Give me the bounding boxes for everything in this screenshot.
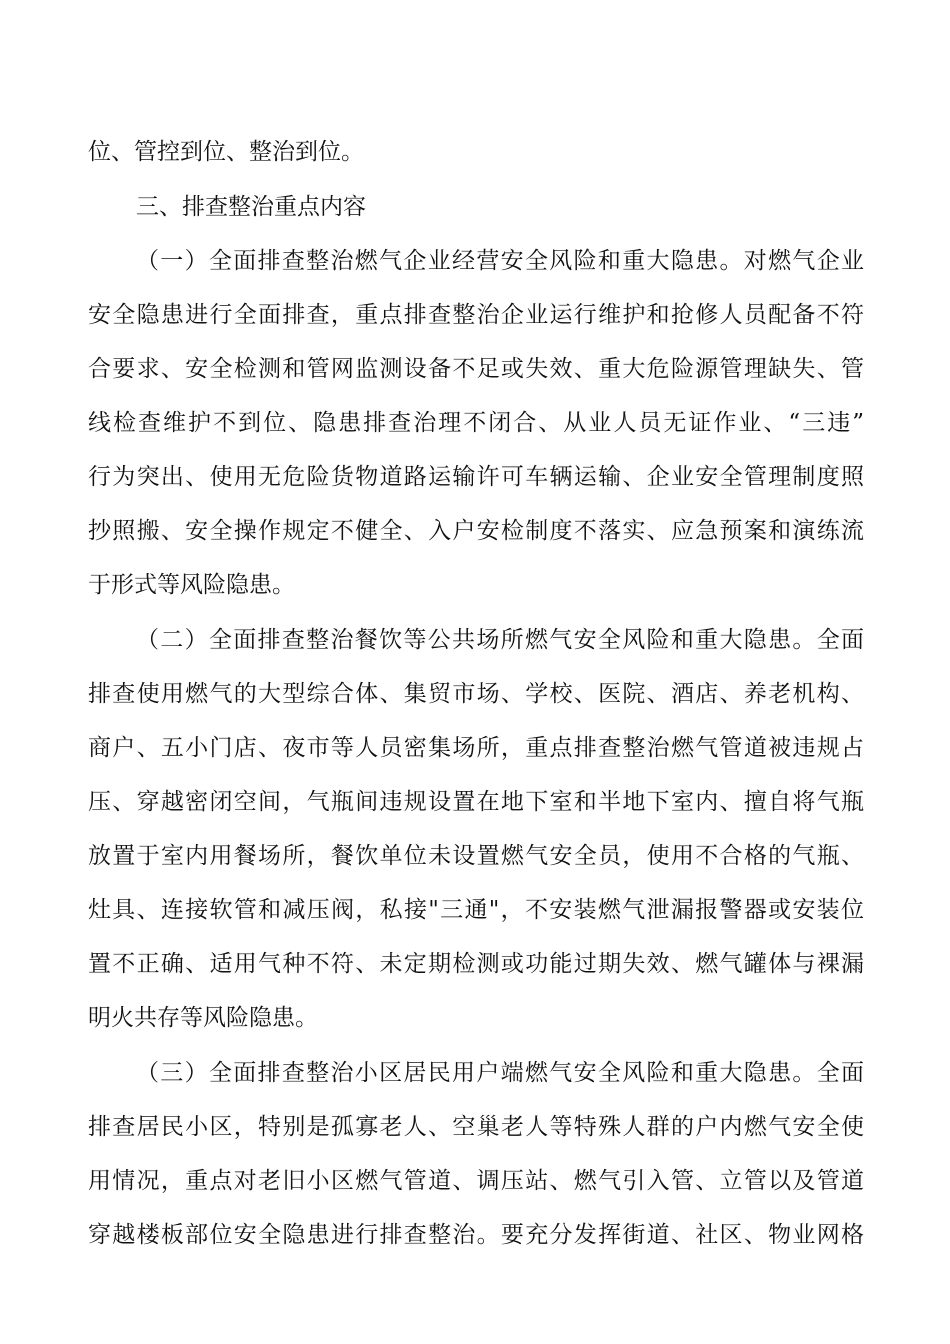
text-line-17: 明火共存等风险隐患。 [88, 1005, 318, 1031]
text-line-19: 排查居民小区，特别是孤寡老人、空巢老人等特殊人群的户内燃气安全使 [88, 1114, 864, 1140]
text-line-14: 放置于室内用餐场所，餐饮单位未设置燃气安全员，使用不合格的气瓶、 [88, 843, 864, 869]
text-line-11: 排查使用燃气的大型综合体、集贸市场、学校、医院、酒店、养老机构、 [88, 681, 864, 707]
text-line-21: 穿越楼板部位安全隐患进行排查整治。要充分发挥街道、社区、物业网格 [88, 1222, 864, 1248]
text-line-15: 灶具、连接软管和减压阀，私接"三通"，不安装燃气泄漏报警器或安装位 [88, 897, 864, 923]
text-line-3: （一）全面排查整治燃气企业经营安全风险和重大隐患。对燃气企业 [136, 248, 864, 274]
text-line-8: 抄照搬、安全操作规定不健全、入户安检制度不落实、应急预案和演练流 [88, 518, 864, 544]
text-line-4: 安全隐患进行全面排查，重点排查整治企业运行维护和抢修人员配备不符 [88, 302, 864, 328]
text-line-20: 用情况，重点对老旧小区燃气管道、调压站、燃气引入管、立管以及管道 [88, 1168, 864, 1194]
text-line-18: （三）全面排查整治小区居民用户端燃气安全风险和重大隐患。全面 [136, 1060, 864, 1086]
text-line-12: 商户、五小门店、夜市等人员密集场所，重点排查整治燃气管道被违规占 [88, 735, 864, 761]
text-line-7: 行为突出、使用无危险货物道路运输许可车辆运输、企业安全管理制度照 [88, 464, 864, 490]
text-line-10: （二）全面排查整治餐饮等公共场所燃气安全风险和重大隐患。全面 [136, 627, 864, 653]
text-line-13: 压、穿越密闭空间，气瓶间违规设置在地下室和半地下室内、擅自将气瓶 [88, 789, 864, 815]
text-line-1: 位、管控到位、整治到位。 [88, 139, 364, 165]
section-heading: 三、排查整治重点内容 [136, 194, 366, 220]
text-line-5: 合要求、安全检测和管网监测设备不足或失效、重大危险源管理缺失、管 [88, 356, 864, 382]
text-line-16: 置不正确、适用气种不符、未定期检测或功能过期失效、燃气罐体与裸漏 [88, 951, 864, 977]
text-line-9: 于形式等风险隐患。 [88, 572, 295, 598]
text-line-6: 线检查维护不到位、隐患排查治理不闭合、从业人员无证作业、“三违” [88, 410, 864, 436]
